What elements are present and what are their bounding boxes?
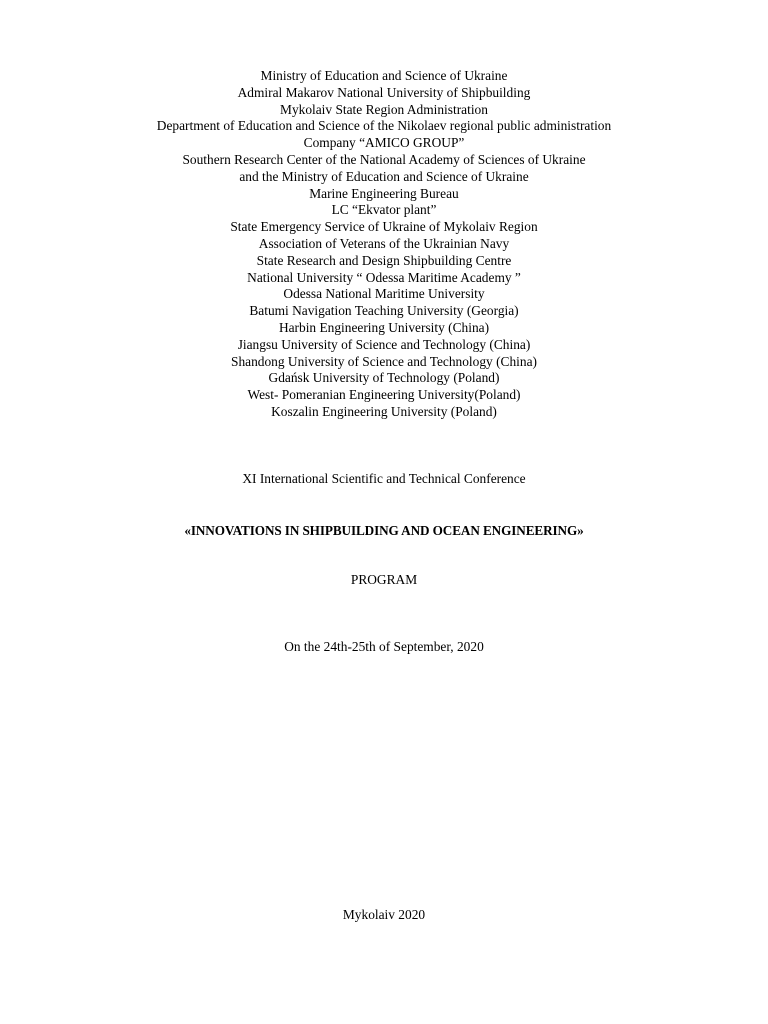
conference-name: XI International Scientific and Technical Conference — [242, 471, 526, 486]
organizer-line: National University “ Odessa Maritime Academy ” — [247, 269, 521, 285]
organizer-line: Ministry of Education and Science of Ukraine — [260, 68, 508, 83]
organizer-line: State Research and Design Shipbuilding Centre — [256, 252, 512, 268]
organizer-line: and the Ministry of Education and Science of Ukraine — [239, 168, 529, 184]
organizer-line: Jiangsu University of Science and Technology (China) — [237, 336, 531, 352]
organizer-line: Odessa National Maritime University — [283, 286, 485, 302]
organizer-line: Gdańsk University of Technology (Poland) — [268, 370, 500, 386]
organizer-line: Southern Research Center of the National Academy of Sciences of Ukraine — [182, 151, 586, 167]
organizer-line: Mykolaiv State Region Administration — [280, 101, 488, 117]
organizers-list — [0, 68, 768, 421]
organizer-line: Shandong University of Science and Technology (China) — [231, 353, 537, 369]
organizer-line: Association of Veterans of the Ukrainian Navy — [258, 235, 510, 251]
organizer-line: Department of Education and Science of the Nikolaev regional public administration — [156, 118, 612, 134]
organizer-line: Company “AMICO GROUP” — [303, 135, 465, 151]
organizer-line: Harbin Engineering University (China) — [278, 319, 490, 335]
organizer-line: Marine Engineering Bureau — [309, 185, 459, 201]
place-and-year: Mykolaiv 2020 — [342, 907, 426, 922]
organizer-line: Koszalin Engineering University (Poland) — [271, 403, 497, 419]
organizer-line: LC “Ekvator plant” — [331, 202, 437, 218]
conference-dates: On the 24th-25th of September, 2020 — [284, 639, 484, 654]
conference-title: «INNOVATIONS IN SHIPBUILDING AND OCEAN ENGINEERING» — [184, 523, 584, 538]
organizer-line: State Emergency Service of Ukraine of Mykolaiv Region — [230, 219, 538, 235]
organizer-line: West- Pomeranian Engineering University(Poland) — [247, 387, 521, 403]
organizer-line: Admiral Makarov National University of Shipbuilding — [237, 84, 531, 100]
program-heading: PROGRAM — [350, 572, 418, 587]
organizer-line: Batumi Navigation Teaching University (Georgia) — [249, 303, 519, 319]
